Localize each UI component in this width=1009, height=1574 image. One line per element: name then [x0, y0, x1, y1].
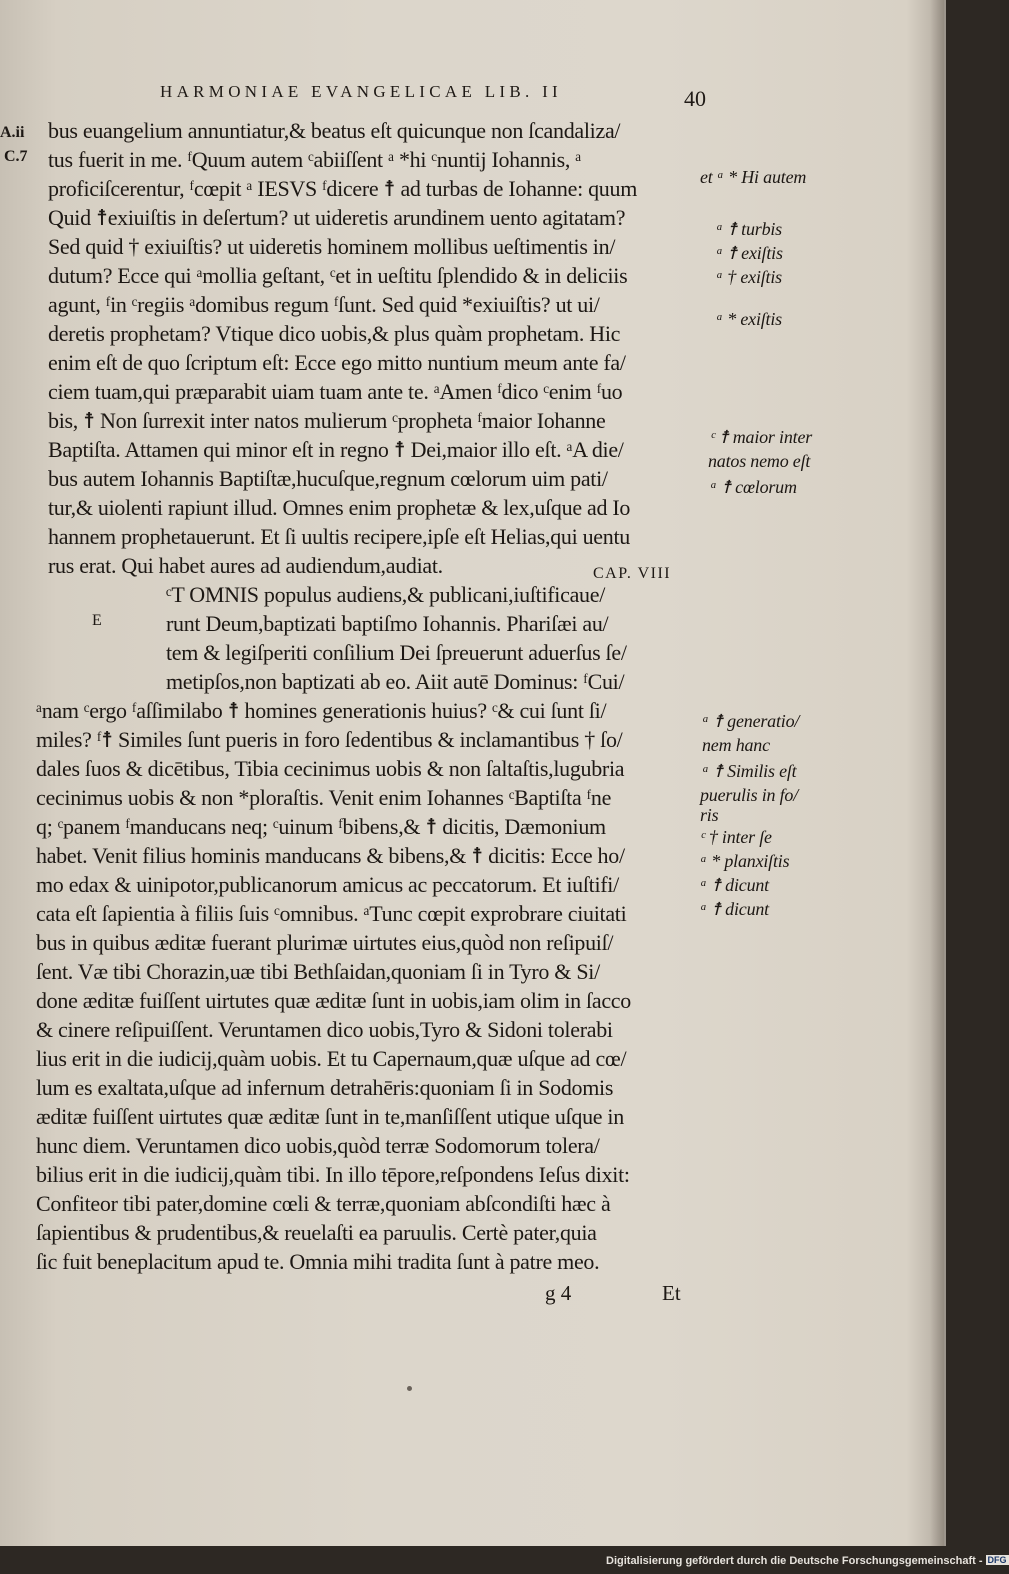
text-line: hannem prophetauerunt. Et ſi uultis recipere,ipſe eſt Helias,qui uentu: [48, 524, 630, 549]
text-line: bus in quibus æditæ fuerant plurimæ uirtutes eius,quòd non reſipuiſ/: [36, 930, 614, 955]
margin-note: nem hanc: [702, 735, 770, 755]
text-line: dutum? Ecce qui ᵃmollia geſtant, ᶜet in ueſtitu ſplendido & in deliciis: [48, 263, 628, 288]
left-siglum: E: [92, 612, 102, 629]
margin-note: ᶜ † inter ſe: [700, 827, 772, 847]
signature-mark: g 4: [545, 1281, 572, 1305]
dfg-logo: DFG: [987, 1555, 1007, 1565]
margin-note: ᵃ † exiſtis: [716, 267, 782, 287]
text-line: Sed quid † exiuiſtis? ut uideretis hominem mollibus ueſtimentis in/: [48, 234, 616, 259]
margin-note: ᵃ ☨ cœlorum: [710, 477, 797, 497]
margin-note: ᵃ ☨ dicunt: [700, 875, 769, 895]
text-line: deretis prophetam? Vtique dico uobis,& plus quàm prophetam. Hic: [48, 321, 621, 346]
text-line: tur,& uiolenti rapiunt illud. Omnes enim prophetæ & lex,uſque ad Io: [48, 495, 631, 520]
margin-note: ᶜ ☨ maior inter: [710, 427, 813, 447]
text-line: tem & legiſperiti conſilium Dei ſpreuerunt aduerſus ſe/: [166, 640, 627, 665]
text-line: ciem tuam,qui præparabit uiam tuam ante te. ᵃAmen ᶠdico ᶜenim ᶠuo: [48, 379, 623, 404]
text-line: habet. Venit filius hominis manducans & bibens,& ☨ dicitis: Ecce ho/: [36, 843, 625, 868]
running-head: HARMONIAE EVANGELICAE LIB. II: [160, 82, 563, 101]
digitization-credit: [606, 1555, 1009, 1567]
text-line: hunc diem. Veruntamen dico uobis,quòd terræ Sodomorum tolera/: [36, 1133, 600, 1158]
text-line: rus erat. Qui habet aures ad audiendum,audiat.: [48, 553, 443, 578]
margin-note: ris: [700, 805, 719, 825]
margin-note: et ᵃ * Hi autem: [700, 167, 807, 187]
text-line: done æditæ fuiſſent uirtutes quæ æditæ ſunt in uobis,iam olim in ſacco: [36, 988, 631, 1013]
text-line: q; ᶜpanem ᶠmanducans neq; ᶜuinum ᶠbibens,& ☨ dicitis, Dæmonium: [36, 814, 606, 839]
text-line: Baptiſta. Attamen qui minor eſt in regno ☨ Dei,maior illo eſt. ᵃA die/: [48, 437, 624, 462]
margin-note: natos nemo eſt: [708, 451, 811, 471]
text-line: enim eſt de quo ſcriptum eſt: Ecce ego mitto nuntium meum ante fa/: [48, 350, 626, 375]
left-siglum: A.ii: [0, 124, 25, 141]
text-line: bis, ☨ Non ſurrexit inter natos mulierum ᶜpropheta ᶠmaior Iohanne: [48, 408, 606, 433]
margin-note: ᵃ * exiſtis: [716, 309, 782, 329]
margin-note: ᵃ * planxiſtis: [700, 851, 790, 871]
text-line: & cinere reſipuiſſent. Veruntamen dico uobis,Tyro & Sidoni tolerabi: [36, 1017, 613, 1042]
text-line: lum es exaltata,uſque ad infernum detrahēris:quoniam ſi in Sodomis: [36, 1075, 614, 1100]
text-line: ſic fuit beneplacitum apud te. Omnia mihi tradita ſunt à patre meo.: [36, 1249, 600, 1274]
text-line: æditæ fuiſſent uirtutes quæ æditæ ſunt in te,manſiſſent utique uſque in: [36, 1104, 624, 1129]
text-line: tus fuerit in me. ᶠQuum autem ᶜabiiſſent ᵃ *hi ᶜnuntij Iohannis, ᵃ: [48, 147, 581, 172]
text-line: ſapientibus & prudentibus,& reuelaſti ea paruulis. Certè pater,quia: [36, 1220, 597, 1245]
left-siglum: C.7: [4, 148, 28, 165]
text-line: metipſos,non baptizati ab eo. Aiit autē Dominus: ᶠCui/: [166, 669, 625, 694]
margin-note: ᵃ ☨ Similis eſt: [702, 761, 797, 781]
text-line: miles? ᶠ☨ Similes ſunt pueris in foro ſedentibus & inclamantibus † ſo/: [36, 727, 623, 752]
margin-note: ᵃ ☨ dicunt: [700, 899, 769, 919]
text-line: lius erit in die iudicij,quàm uobis. Et tu Capernaum,quæ uſque ad cœ/: [36, 1046, 627, 1071]
text-line: ᵃnam ᶜergo ᶠaſſimilabo ☨ homines generationis huius? ᶜ& cui ſunt ſi/: [36, 698, 607, 723]
catchword: Et: [662, 1281, 681, 1305]
margin-note: ᵃ ☨ exiſtis: [716, 243, 783, 263]
text-line: dales ſuos & dicētibus, Tibia cecinimus uobis & non ſaltaſtis,lugubria: [36, 756, 625, 781]
text-line: agunt, ᶠin ᶜregiis ᵃdomibus regum ᶠſunt. Sed quid *exiuiſtis? ut ui/: [48, 292, 600, 317]
chapter-heading: CAP. VIII: [593, 565, 672, 582]
margin-note: ᵃ ☨ turbis: [716, 219, 782, 239]
text-line: ſent. Væ tibi Chorazin,uæ tibi Bethſaidan,quoniam ſi in Tyro & Si/: [36, 959, 600, 984]
text-line: proficiſcerentur, ᶠcœpit ᵃ IESVS ᶠdicere ☨ ad turbas de Iohanne: quum: [48, 176, 638, 201]
text-line: mo edax & uinipotor,publicanorum amicus ac peccatorum. Et iuſtifi/: [36, 872, 619, 897]
margin-note: ᵃ ☨ generatio/: [702, 711, 800, 731]
ink-speck: [407, 1386, 412, 1391]
margin-note: puerulis in fo/: [700, 785, 799, 805]
text-line: runt Deum,baptizati baptiſmo Iohannis. Phariſæi au/: [166, 611, 609, 636]
text-line: bilius erit in die iudicij,quàm tibi. In illo tēpore,reſpondens Ieſus dixit:: [36, 1162, 630, 1187]
folio-number: 40: [684, 86, 706, 111]
text-line: ᶜT OMNIS populus audiens,& publicani,iuſtificaue/: [166, 582, 606, 607]
text-line: cecinimus uobis & non *ploraſtis. Venit enim Iohannes ᶜBaptiſta ᶠne: [36, 785, 612, 810]
credit-text: Digitalisierung gefördert durch die Deutsche Forschungsgemeinschaft -: [606, 1555, 983, 1567]
text-line: Quid ☨exiuiſtis in deſertum? ut uideretis arundinem uento agitatam?: [48, 205, 626, 230]
text-line: Confiteor tibi pater,domine cœli & terræ,quoniam abſcondiſti hæc à: [36, 1191, 611, 1216]
text-line: bus autem Iohannis Baptiſtæ,hucuſque,regnum cœlorum uim pati/: [48, 466, 608, 491]
text-line: cata eſt ſapientia à filiis ſuis ᶜomnibus. ᵃTunc cœpit exprobrare ciuitati: [36, 901, 627, 926]
text-line: bus euangelium annuntiatur,& beatus eſt quicunque non ſcandaliza/: [48, 118, 621, 143]
